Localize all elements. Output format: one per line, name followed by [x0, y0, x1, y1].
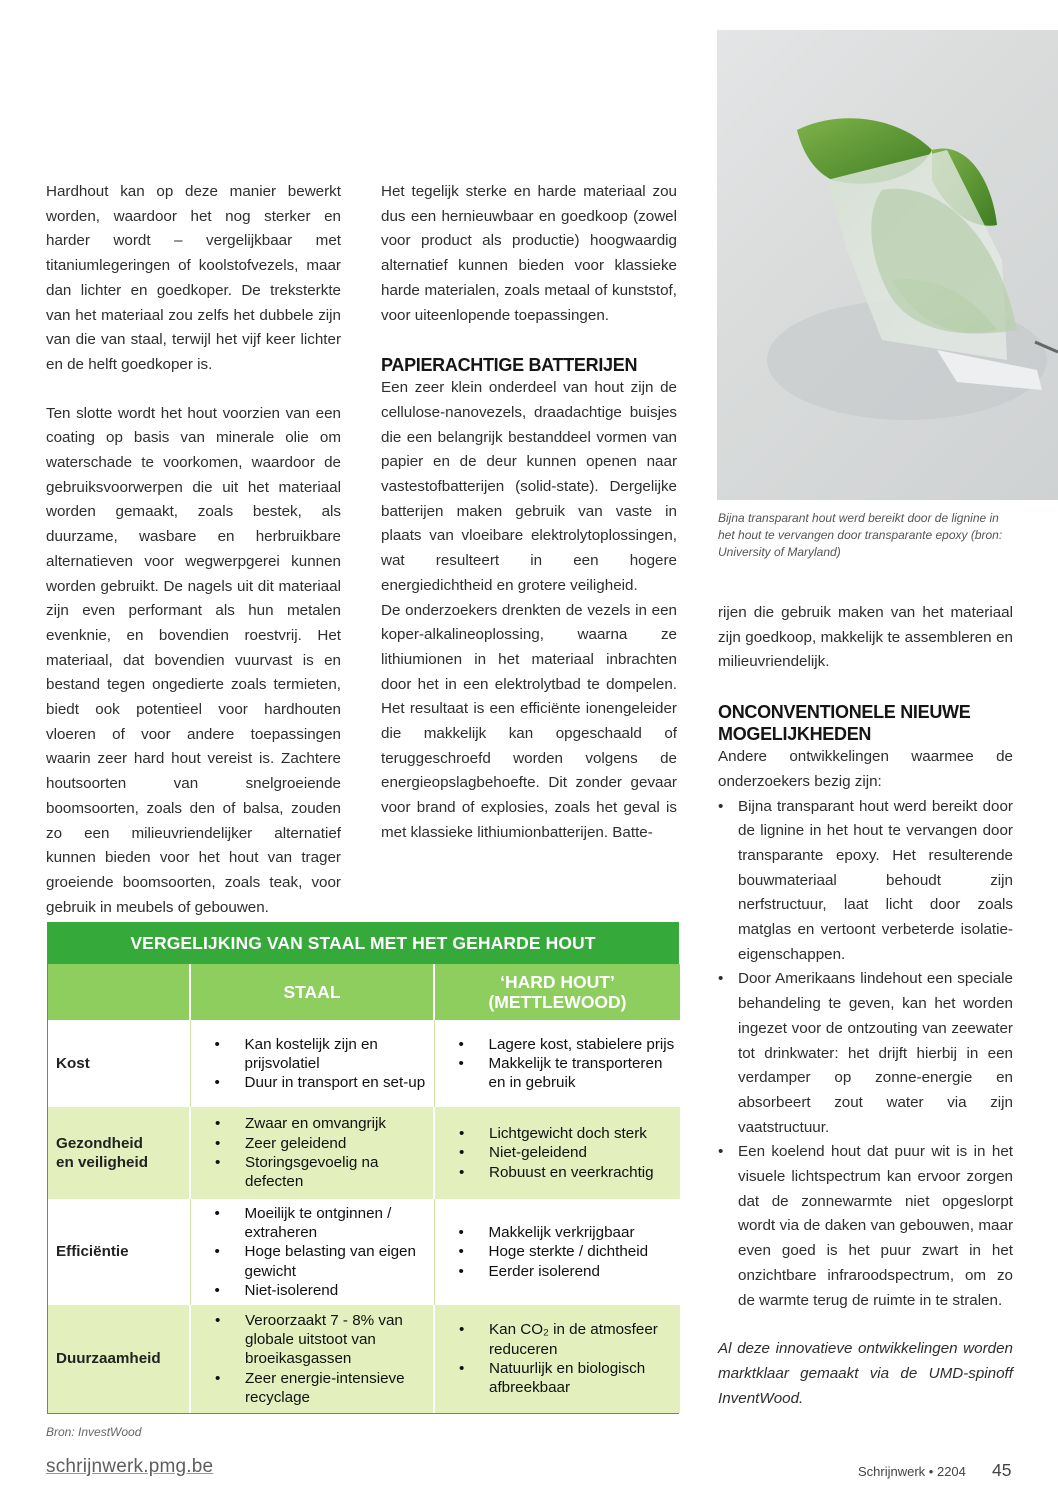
list-item: • Duur in transport en set-up: [215, 1073, 430, 1092]
list-item: • Bijna transparant hout werd bereikt door de lignine in het hout te vervangen door transparante epoxy. Het resulterende bouwmateriaal behoudt zijn nerfstructuur, laat licht door zoals matglas en vertoont verbeterde isolatie-eigenschappen.: [718, 795, 1013, 968]
row-label: Efficiëntie: [48, 1199, 190, 1305]
column-header-line: (METTLEWOOD): [488, 992, 627, 1012]
list-item: • Makkelijk te transporteren en in gebruik: [459, 1054, 677, 1093]
list-item: • Zwaar en omvangrijk: [215, 1114, 429, 1133]
row-label: [48, 1107, 190, 1199]
table-cell: [434, 1107, 680, 1199]
comparison-table: [47, 922, 679, 1414]
table-source: Bron: InvestWood: [46, 1425, 142, 1439]
closing-paragraph: Al deze innovatieve ontwikkelingen worden marktklaar gemaakt via de UMD-spinoff InventWood.: [718, 1340, 1013, 1407]
list-item: • Hoge sterkte / dichtheid: [459, 1242, 677, 1261]
page-number: 45: [992, 1460, 1012, 1480]
list-item: • Lichtgewicht doch sterk: [459, 1124, 676, 1143]
row-label-line: en veiligheid: [56, 1154, 148, 1171]
section-heading: PAPIERACHTIGE BATTERIJEN: [381, 355, 638, 376]
section-heading: ONCONVENTIONELE NIEUWE MOGELIJKHEDEN: [718, 702, 971, 745]
website-link[interactable]: schrijnwerk.pmg.be: [46, 1456, 214, 1477]
list-item: • Lagere kost, stabielere prijs: [459, 1035, 677, 1054]
table-row: [48, 1305, 680, 1413]
table-cell: [190, 1199, 434, 1305]
photo-caption: Bijna transparant hout werd bereikt door de lignine in het hout te vervangen door transparante epoxy (bron: University of Maryland): [718, 511, 1003, 559]
article-column-1: [46, 180, 341, 920]
comparison-grid: [48, 964, 680, 1413]
paragraph: Ten slotte wordt het hout voorzien van een coating op basis van minerale olie om waterschade te voorkomen, waardoor de gebruiksvoorwerpen die uit het materiaal worden gemaakt, zoals bestek, als duurzame, wasbare en herbruikbare alternatieven voor wegwerpgerei kunnen worden gebruikt. De nagels uit dit materiaal zijn even performant als hun metalen evenknie, en bovendien roestvrij. Het materiaal, dat bovendien vuurvast is en bestand tegen ongedierte zoals termieten, biedt ook potentieel voor hardhouten vloeren of voor andere toepassingen waarin zeer hard hout vereist is. Zachtere houtsoorten van snelgroeiende boomsoorten, zoals den of balsa, zouden zo een milieuvriendelijker alternatief kunnen bieden voor het hout van trager groeiende boomsoorten, zoals teak, voor gebruik in meubels of gebouwen.: [46, 404, 341, 916]
list-item: • Kan CO₂ in de atmosfeer reduceren: [459, 1320, 676, 1359]
table-corner-header: [48, 964, 190, 1020]
list-item: • Veroorzaakt 7 - 8% van globale uitstoot van broeikasgassen: [215, 1311, 429, 1369]
list-item: • Kan kostelijk zijn en prijsvolatiel: [215, 1035, 430, 1074]
paragraph: Het tegelijk sterke en harde materiaal zou dus een hernieuwbaar en goedkoop (zowel voor product als productie) hoogwaardig alternatief kunnen bieden voor klassieke harde materialen, zoals metaal of kunststof, voor uiteenlopende toepassingen.: [381, 183, 677, 324]
paragraph: Een zeer klein onderdeel van hout zijn de cellulose-nanovezels, draadachtige buisjes die een belangrijk bestanddeel vormen van papier en de deur kunnen openen naar vastestofbatterijen (solid-state). Dergelijke batterijen maken gebruik van vaste in plaats van vloeibare elektrolytoplossingen, wat resulteert in een hogere energiedichtheid en grotere veiligheid.: [381, 379, 677, 594]
table-title: VERGELIJKING VAN STAAL MET HET GEHARDE HOUT: [48, 923, 678, 964]
magazine-issue: Schrijnwerk • 2204: [858, 1464, 966, 1479]
row-label-line: Gezondheid: [56, 1134, 143, 1152]
list-item: • Door Amerikaans lindehout een speciale behandeling te geven, kan het worden ingezet voor de ontzouting van zeewater tot drinkwater: het drijft hierbij in een verdamper op zonne-energie en absorbeert zout water via zijn vaatstructuur.: [718, 967, 1013, 1140]
paragraph: De onderzoekers drenkten de vezels in een koper-alkalineoplossing, waarna ze lithiumionen in het materiaal inbrachten door het in een elektrolytbad te dompelen. Het resultaat is een efficiënte ionengeleider die makkelijk kan opgeschaald of teruggeschroefd worden volgens de energieopslagbehoefte. Dit zonder gevaar voor brand of explosies, zoals het geval is met klassieke lithiumionbatterijen. Batte-: [381, 601, 677, 841]
table-cell: [190, 1107, 434, 1199]
table-row: [48, 1020, 680, 1107]
list-item: • Natuurlijk en biologisch afbreekbaar: [459, 1359, 676, 1398]
list-item: • Niet-geleidend: [459, 1143, 676, 1162]
table-row: [48, 1199, 680, 1305]
list-item: • Makkelijk verkrijgbaar: [459, 1223, 677, 1242]
list-item: • Robuust en veerkrachtig: [459, 1163, 676, 1182]
table-row: [48, 1107, 680, 1199]
list-item: • Hoge belasting van eigen gewicht: [215, 1242, 430, 1281]
leaf-on-transparent-wood-image: [717, 30, 1058, 500]
column-header-hard-hout: [434, 964, 680, 1020]
bullet-list: [718, 795, 1013, 1314]
article-column-2: [381, 180, 677, 846]
table-cell: [434, 1305, 680, 1413]
list-item: • Zeer energie-intensieve recyclage: [215, 1369, 429, 1408]
list-item: • Eerder isolerend: [459, 1262, 677, 1281]
list-item: • Moeilijk te ontginnen / extraheren: [215, 1204, 430, 1243]
list-item: • Storingsgevoelig na defecten: [215, 1153, 429, 1192]
table-cell: [190, 1305, 434, 1413]
column-header-line: ‘HARD HOUT’: [500, 972, 615, 992]
paragraph: rijen die gebruik maken van het materiaal zijn goedkoop, makkelijk te assembleren en milieuvriendelijk.: [718, 604, 1013, 671]
column-header-staal: STAAL: [190, 964, 434, 1020]
paragraph: Andere ontwikkelingen waarmee de onderzoekers bezig zijn:: [718, 748, 1013, 790]
paragraph: Hardhout kan op deze manier bewerkt worden, waardoor het nog sterker en harder wordt – vergelijkbaar met titaniumlegeringen of koolstofvezels, maar dan lichter en goedkoper. De treksterkte van het materiaal zou zelfs het dubbele zijn van die van staal, terwijl het vijf keer lichter en de helft goedkoper is.: [46, 183, 341, 373]
transparent-wood-photo: [717, 30, 1058, 500]
list-item: • Zeer geleidend: [215, 1134, 429, 1153]
table-cell: [434, 1199, 680, 1305]
row-label: Duurzaamheid: [48, 1305, 190, 1413]
list-item: • Niet-isolerend: [215, 1281, 430, 1300]
row-label: Kost: [48, 1020, 190, 1107]
article-column-3: [718, 601, 1013, 1411]
table-cell: [190, 1020, 434, 1107]
list-item: • Een koelend hout dat puur wit is in het visuele lichtspectrum kan ervoor zorgen dat de zonnewarmte niet opgeslorpt wordt via de daken van gebouwen, maar even goed is het puur zwart in het onzichtbare infraroodspectrum, om zo de warmte terug de ruimte in te stralen.: [718, 1140, 1013, 1313]
table-cell: [434, 1020, 680, 1107]
